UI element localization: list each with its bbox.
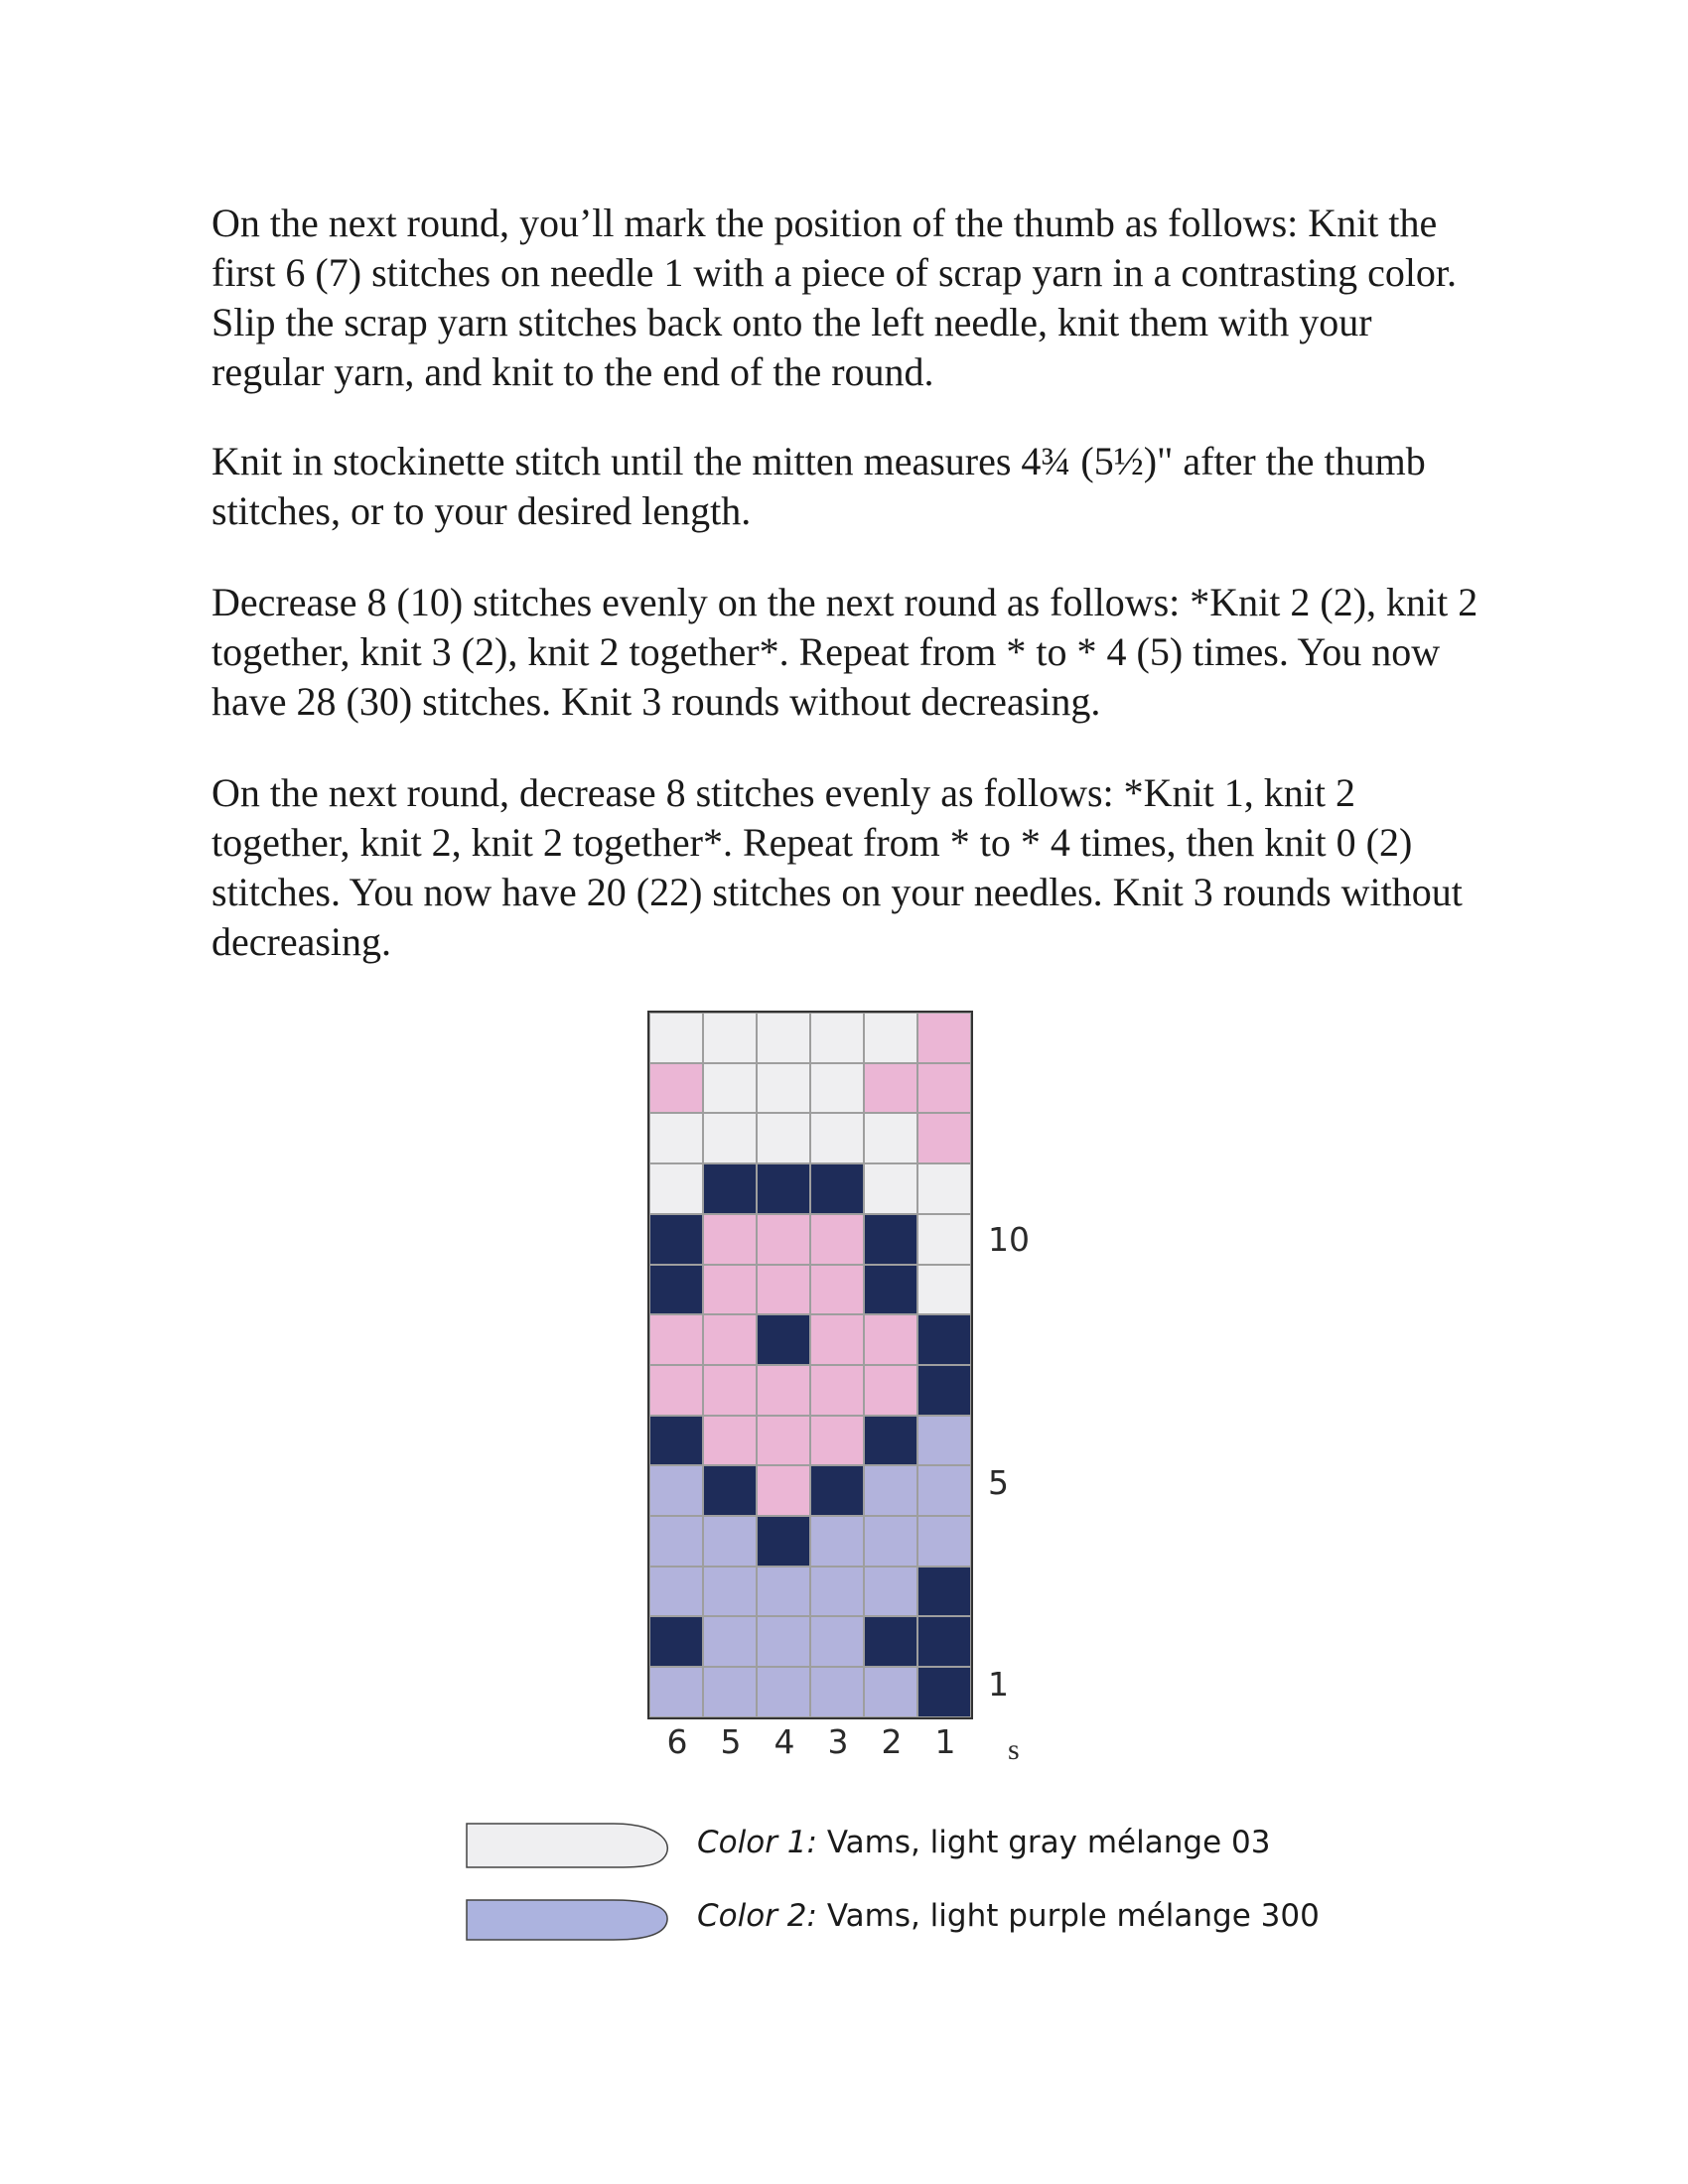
- chart-cell-row2-col2: [864, 1616, 917, 1667]
- column-label-s: s: [1008, 1733, 1020, 1766]
- chart-cell-row14-col2: [864, 1013, 917, 1063]
- chart-cell-row2-col6: [649, 1616, 703, 1667]
- chart-cell-row1-col3: [810, 1667, 864, 1717]
- chart-cell-row3-col4: [757, 1567, 810, 1617]
- chart-cell-row9-col2: [864, 1265, 917, 1315]
- chart-cell-row12-col1: [917, 1113, 971, 1163]
- chart-cell-row7-col4: [757, 1365, 810, 1416]
- chart-cell-row13-col3: [810, 1063, 864, 1114]
- chart-cell-row5-col1: [917, 1465, 971, 1516]
- paragraph-decrease-second: On the next round, decrease 8 stitches evenly as follows: *Knit 1, knit 2 together, knit 2, knit 2 together*. Repeat from * to * 4 times, then knit 0 (2) stitches. You now have 20 (22) stitches on your needles. Knit 3 rounds without decreasing.: [211, 770, 1463, 964]
- chart-cell-row5-col5: [703, 1465, 757, 1516]
- column-label: 4: [774, 1722, 795, 1761]
- chart-cell-row1-col4: [757, 1667, 810, 1717]
- chart-cell-row2-col1: [917, 1616, 971, 1667]
- chart-cell-row14-col1: [917, 1013, 971, 1063]
- chart-cell-row3-col5: [703, 1567, 757, 1617]
- chart-cell-row1-col1: [917, 1667, 971, 1717]
- chart-cell-row13-col4: [757, 1063, 810, 1114]
- legend-color-2-text: Vams, light purple mélange 300: [826, 1898, 1320, 1934]
- row-label-10: 10: [988, 1220, 1030, 1259]
- chart-cell-row12-col3: [810, 1113, 864, 1163]
- chart-cell-row11-col1: [917, 1163, 971, 1214]
- column-label: 3: [827, 1722, 849, 1761]
- chart-cell-row11-col2: [864, 1163, 917, 1214]
- chart-cell-row1-col6: [649, 1667, 703, 1717]
- chart-cell-row6-col2: [864, 1416, 917, 1466]
- chart-cell-row13-col6: [649, 1063, 703, 1114]
- legend-color-1-name: Color 1:: [697, 1825, 817, 1860]
- chart-cell-row14-col6: [649, 1013, 703, 1063]
- paragraph-decrease-first: Decrease 8 (10) stitches evenly on the next round as follows: *Knit 2 (2), knit 2 together, knit 3 (2), knit 2 together*. Repeat from * to * 4 (5) times. You now have 28 (30) stitches. Knit 3 rounds without decreasing.: [211, 580, 1478, 724]
- legend-color-1-text: Vams, light gray mélange 03: [826, 1825, 1271, 1860]
- chart-cell-row13-col1: [917, 1063, 971, 1114]
- chart-cell-row10-col6: [649, 1214, 703, 1265]
- chart-cell-row12-col5: [703, 1113, 757, 1163]
- chart-cell-row12-col6: [649, 1113, 703, 1163]
- chart-cell-row10-col4: [757, 1214, 810, 1265]
- chart-cell-row4-col5: [703, 1516, 757, 1567]
- legend-color-2-name: Color 2:: [697, 1898, 817, 1934]
- colorwork-chart: [647, 1011, 973, 1719]
- chart-cell-row4-col6: [649, 1516, 703, 1567]
- chart-cell-row5-col6: [649, 1465, 703, 1516]
- paragraph-mark-thumb: On the next round, you’ll mark the position of the thumb as follows: Knit the first 6 (7) stitches on needle 1 with a piece of scrap yarn in a contrasting color. Slip the scrap yarn stitches back onto the left needle, knit them with your regular yarn, and knit to the end of the round.: [211, 201, 1458, 394]
- chart-cell-row11-col6: [649, 1163, 703, 1214]
- chart-cell-row6-col6: [649, 1416, 703, 1466]
- chart-cell-row12-col4: [757, 1113, 810, 1163]
- chart-cell-row10-col5: [703, 1214, 757, 1265]
- legend-color-2: [697, 1898, 1320, 1934]
- chart-cell-row10-col2: [864, 1214, 917, 1265]
- chart-cell-row5-col4: [757, 1465, 810, 1516]
- chart-cell-row4-col3: [810, 1516, 864, 1567]
- column-label: 1: [934, 1722, 956, 1761]
- column-label: 5: [720, 1722, 742, 1761]
- chart-cell-row4-col2: [864, 1516, 917, 1567]
- chart-cell-row8-col1: [917, 1314, 971, 1365]
- chart-cell-row8-col5: [703, 1314, 757, 1365]
- chart-cell-row3-col2: [864, 1567, 917, 1617]
- chart-cell-row10-col3: [810, 1214, 864, 1265]
- chart-cell-row9-col6: [649, 1265, 703, 1315]
- yarn-swatch-color-2: [465, 1898, 673, 1942]
- chart-cell-row12-col2: [864, 1113, 917, 1163]
- chart-cell-row11-col4: [757, 1163, 810, 1214]
- chart-cell-row2-col4: [757, 1616, 810, 1667]
- chart-cell-row8-col4: [757, 1314, 810, 1365]
- row-label-5: 5: [988, 1463, 1009, 1502]
- chart-cell-row9-col3: [810, 1265, 864, 1315]
- chart-cell-row7-col3: [810, 1365, 864, 1416]
- chart-cell-row13-col2: [864, 1063, 917, 1114]
- chart-cell-row14-col4: [757, 1013, 810, 1063]
- chart-cell-row7-col6: [649, 1365, 703, 1416]
- chart-cell-row3-col1: [917, 1567, 971, 1617]
- chart-cell-row3-col6: [649, 1567, 703, 1617]
- chart-cell-row8-col6: [649, 1314, 703, 1365]
- chart-cell-row4-col4: [757, 1516, 810, 1567]
- column-label: 6: [666, 1722, 688, 1761]
- chart-cell-row10-col1: [917, 1214, 971, 1265]
- row-label-1: 1: [988, 1665, 1009, 1704]
- legend-color-1: [697, 1825, 1270, 1860]
- column-label: 2: [881, 1722, 903, 1761]
- chart-cell-row6-col1: [917, 1416, 971, 1466]
- chart-cell-row13-col5: [703, 1063, 757, 1114]
- chart-cell-row7-col5: [703, 1365, 757, 1416]
- chart-cell-row11-col3: [810, 1163, 864, 1214]
- yarn-swatch-color-1: [465, 1821, 673, 1870]
- chart-cell-row1-col2: [864, 1667, 917, 1717]
- chart-cell-row7-col1: [917, 1365, 971, 1416]
- chart-cell-row1-col5: [703, 1667, 757, 1717]
- chart-cell-row9-col1: [917, 1265, 971, 1315]
- chart-cell-row8-col2: [864, 1314, 917, 1365]
- chart-cell-row2-col5: [703, 1616, 757, 1667]
- chart-cell-row6-col5: [703, 1416, 757, 1466]
- chart-cell-row3-col3: [810, 1567, 864, 1617]
- chart-cell-row6-col3: [810, 1416, 864, 1466]
- chart-cell-row4-col1: [917, 1516, 971, 1567]
- chart-cell-row7-col2: [864, 1365, 917, 1416]
- chart-cell-row14-col5: [703, 1013, 757, 1063]
- paragraph-stockinette: Knit in stockinette stitch until the mitten measures 4¾ (5½)" after the thumb stitches, or to your desired length.: [211, 439, 1426, 533]
- chart-cell-row5-col3: [810, 1465, 864, 1516]
- chart-cell-row8-col3: [810, 1314, 864, 1365]
- chart-cell-row9-col5: [703, 1265, 757, 1315]
- chart-cell-row6-col4: [757, 1416, 810, 1466]
- chart-cell-row14-col3: [810, 1013, 864, 1063]
- chart-cell-row11-col5: [703, 1163, 757, 1214]
- chart-cell-row2-col3: [810, 1616, 864, 1667]
- chart-cell-row5-col2: [864, 1465, 917, 1516]
- chart-cell-row9-col4: [757, 1265, 810, 1315]
